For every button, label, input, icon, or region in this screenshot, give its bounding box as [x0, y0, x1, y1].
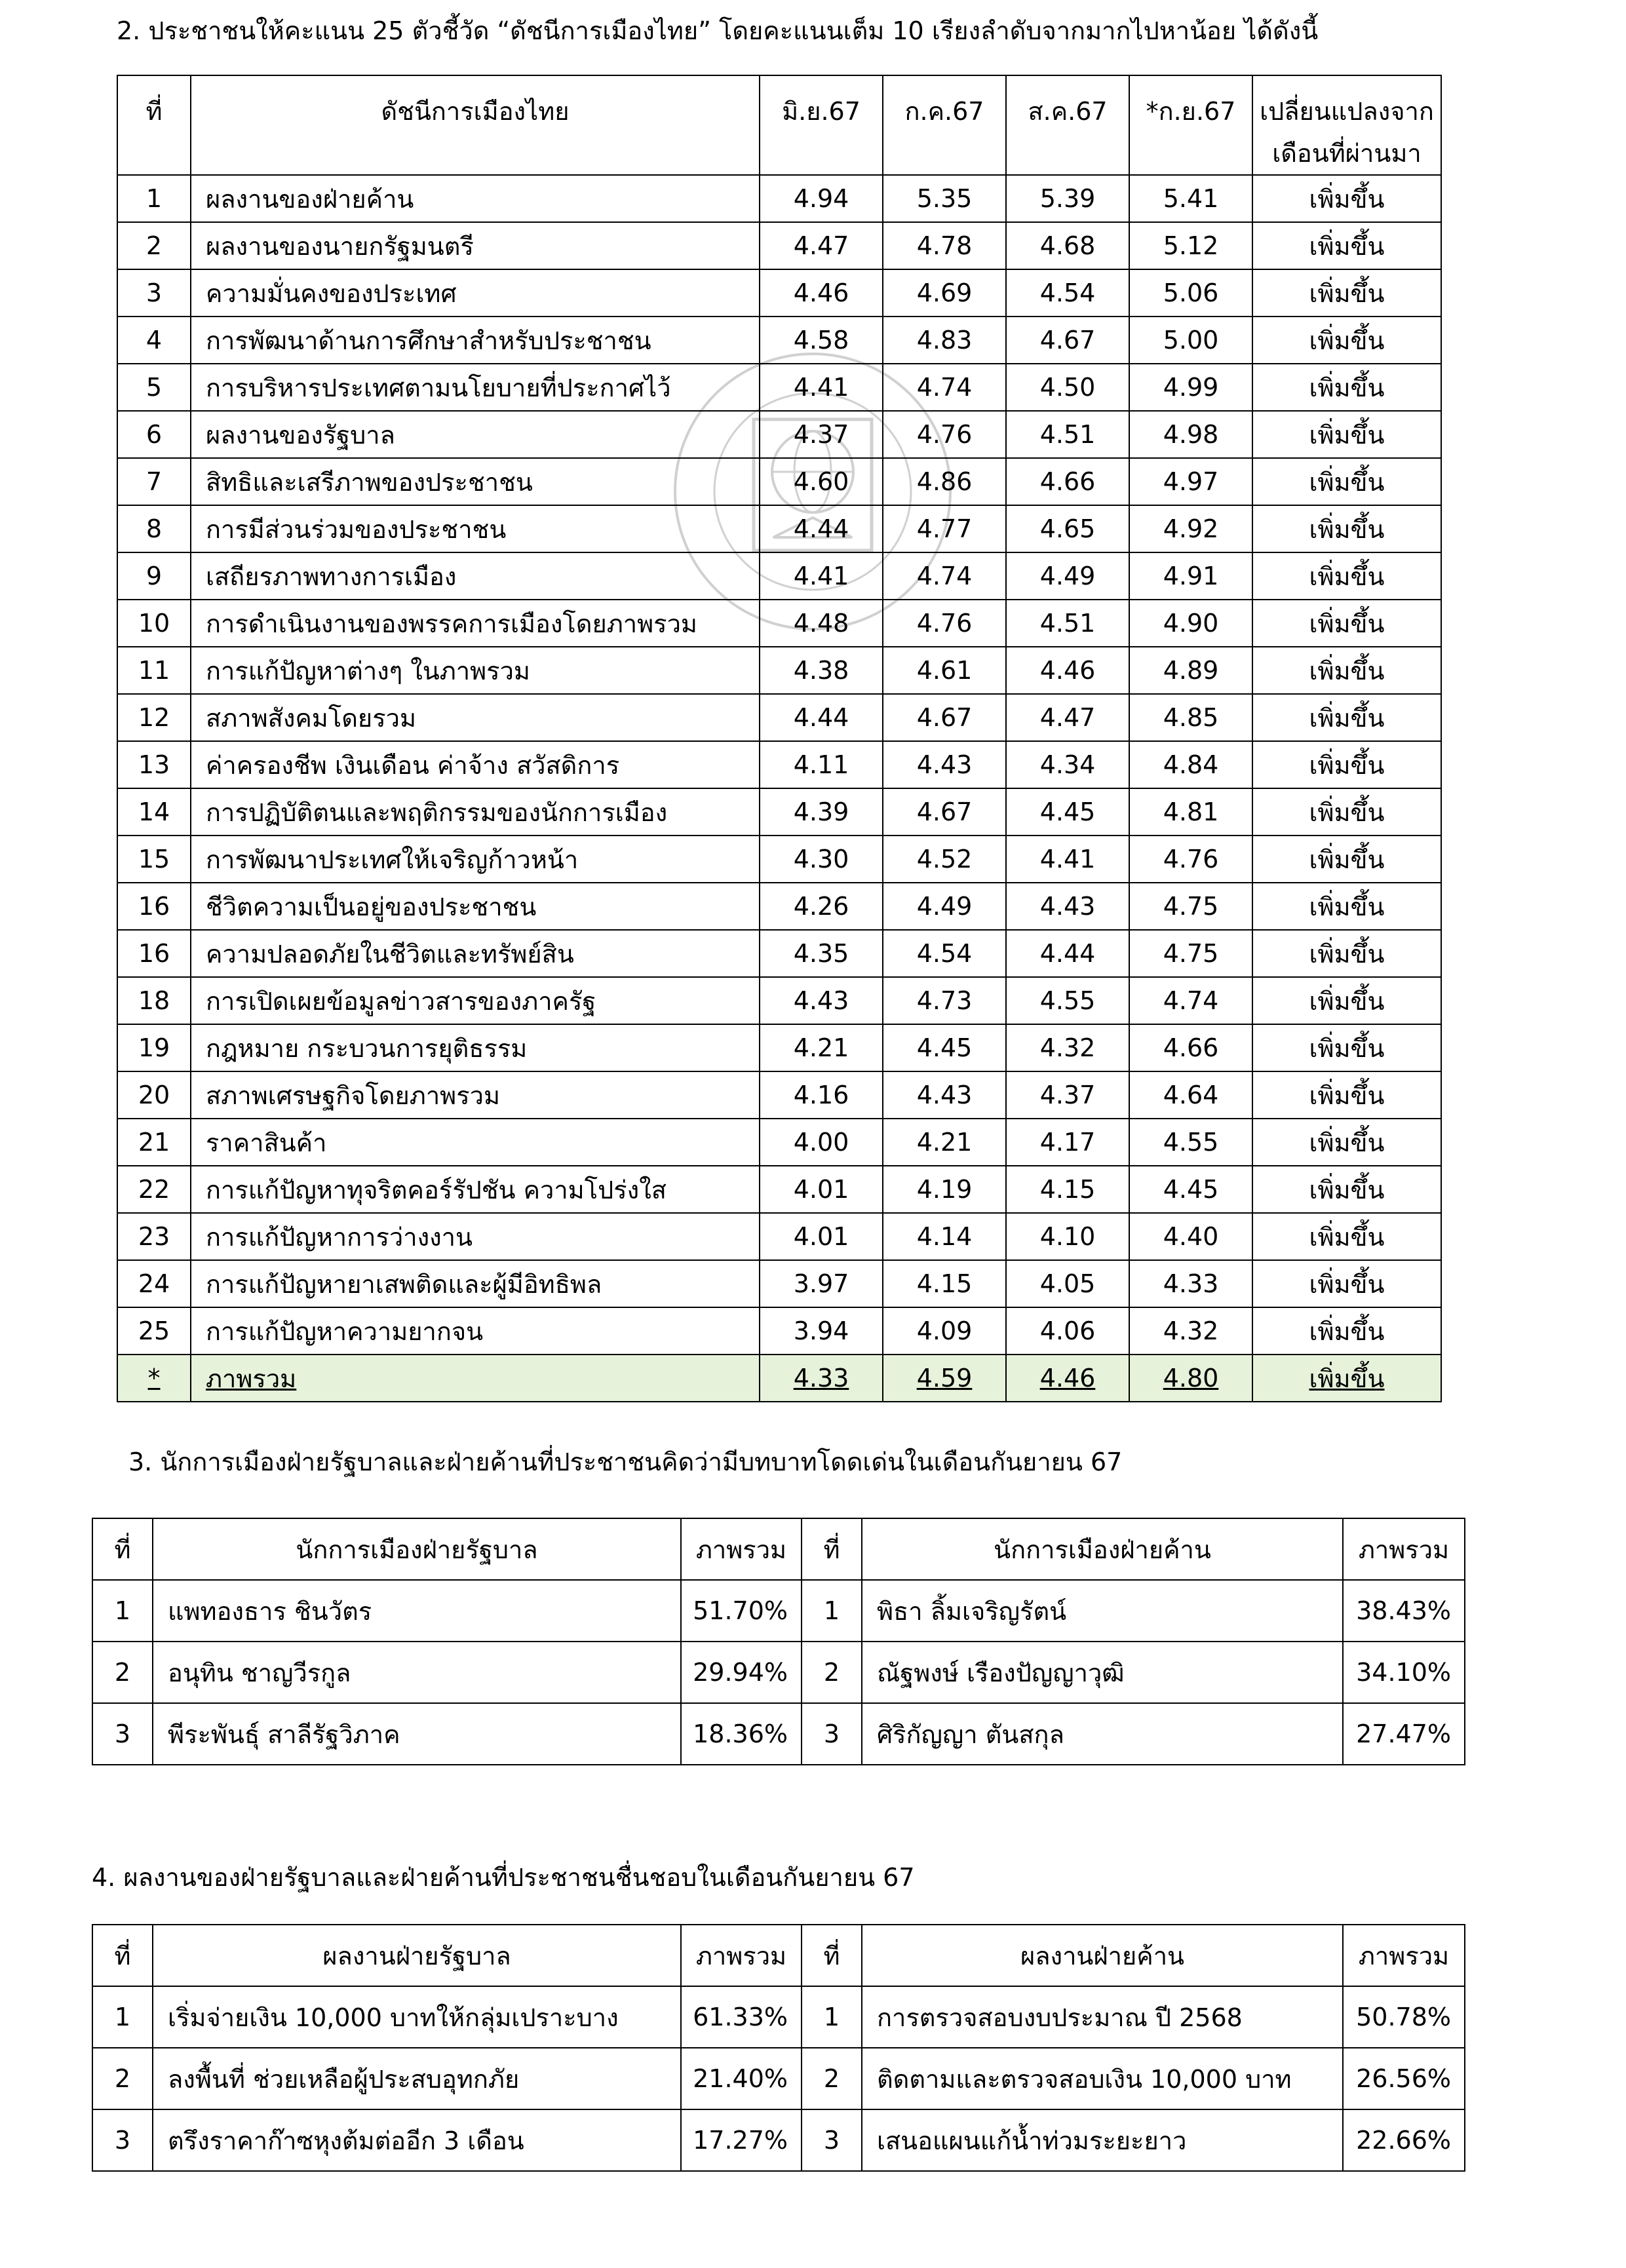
row-number: 13 — [117, 741, 191, 788]
opp-item: เสนอแผนแก้น้ำท่วมระยะยาว — [862, 2109, 1343, 2171]
table-row — [92, 2048, 1465, 2109]
index-name: ความปลอดภัยในชีวิตและทรัพย์สิน — [191, 930, 760, 977]
opp-rank: 1 — [802, 1580, 862, 1642]
index-name: การแก้ปัญหายาเสพติดและผู้มีอิทธิพล — [191, 1260, 760, 1307]
score-jul: 4.19 — [883, 1166, 1006, 1213]
row-number: 11 — [117, 647, 191, 694]
score-sep: 4.55 — [1129, 1119, 1252, 1166]
score-jun: 4.58 — [760, 317, 883, 364]
score-jun: 4.26 — [760, 883, 883, 930]
header-no: ที่ — [117, 75, 191, 175]
table-row — [117, 552, 1441, 600]
score-jul: 4.78 — [883, 222, 1006, 269]
score-jul: 4.73 — [883, 977, 1006, 1024]
change-status: เพิ่มขึ้น — [1252, 788, 1441, 836]
prominent-politicians-table — [92, 1518, 1465, 1765]
table-header-row — [117, 75, 1441, 175]
header-change — [1252, 75, 1441, 175]
score-jun: 4.48 — [760, 600, 883, 647]
table-row — [117, 930, 1441, 977]
index-name: การแก้ปัญหาทุจริตคอร์รัปชัน ความโปร่งใส — [191, 1166, 760, 1213]
index-name: สิทธิและเสรีภาพของประชาชน — [191, 458, 760, 505]
header-no: ที่ — [802, 1518, 862, 1580]
row-number: 22 — [117, 1166, 191, 1213]
index-name: สภาพเศรษฐกิจโดยภาพรวม — [191, 1071, 760, 1119]
score-jun: 4.60 — [760, 458, 883, 505]
row-number: 24 — [117, 1260, 191, 1307]
score-sep: 4.85 — [1129, 694, 1252, 741]
table-row — [117, 269, 1441, 317]
score-sep: 4.66 — [1129, 1024, 1252, 1071]
score-sep: 4.32 — [1129, 1307, 1252, 1355]
row-number: 6 — [117, 411, 191, 458]
header-overall: ภาพรวม — [1343, 1518, 1465, 1580]
row-number: 19 — [117, 1024, 191, 1071]
opp-percent: 50.78% — [1343, 1986, 1465, 2048]
score-sep: 4.99 — [1129, 364, 1252, 411]
score-sep: 4.45 — [1129, 1166, 1252, 1213]
gov-item: แพทองธาร ชินวัตร — [153, 1580, 681, 1642]
table-row — [117, 694, 1441, 741]
header-no: ที่ — [802, 1925, 862, 1986]
score-sep: 4.81 — [1129, 788, 1252, 836]
opp-percent: 34.10% — [1343, 1642, 1465, 1703]
opp-item: ศิริกัญญา ตันสกุล — [862, 1703, 1343, 1765]
change-status: เพิ่มขึ้น — [1252, 1260, 1441, 1307]
row-number: 2 — [117, 222, 191, 269]
opp-item: ติดตามและตรวจสอบเงิน 10,000 บาท — [862, 2048, 1343, 2109]
score-aug: 4.34 — [1006, 741, 1129, 788]
index-name: ชีวิตความเป็นอยู่ของประชาชน — [191, 883, 760, 930]
score-aug: 4.05 — [1006, 1260, 1129, 1307]
gov-item: ลงพื้นที่ ช่วยเหลือผู้ประสบอุทกภัย — [153, 2048, 681, 2109]
change-status: เพิ่มขึ้น — [1252, 836, 1441, 883]
table-header-row — [92, 1518, 1465, 1580]
score-sep: 4.97 — [1129, 458, 1252, 505]
change-status: เพิ่มขึ้น — [1252, 364, 1441, 411]
row-number: 4 — [117, 317, 191, 364]
index-name: ผลงานของรัฐบาล — [191, 411, 760, 458]
score-sep: 4.89 — [1129, 647, 1252, 694]
table-row — [92, 1986, 1465, 2048]
score-sep: 4.40 — [1129, 1213, 1252, 1260]
table-row — [92, 1703, 1465, 1765]
row-number: 10 — [117, 600, 191, 647]
table-row — [92, 2109, 1465, 2171]
index-name: การดำเนินงานของพรรคการเมืองโดยภาพรวม — [191, 600, 760, 647]
header-overall: ภาพรวม — [681, 1518, 802, 1580]
score-jul: 4.14 — [883, 1213, 1006, 1260]
score-aug: 4.43 — [1006, 883, 1129, 930]
gov-item: เริ่มจ่ายเงิน 10,000 บาทให้กลุ่มเปราะบาง — [153, 1986, 681, 2048]
change-status: เพิ่มขึ้น — [1252, 175, 1441, 222]
score-jul: 4.45 — [883, 1024, 1006, 1071]
row-number: 12 — [117, 694, 191, 741]
row-number: 20 — [117, 1071, 191, 1119]
opp-item: ณัฐพงษ์ เรืองปัญญาวุฒิ — [862, 1642, 1343, 1703]
score-aug: 4.68 — [1006, 222, 1129, 269]
score-aug: 4.49 — [1006, 552, 1129, 600]
score-jun: 3.94 — [760, 1307, 883, 1355]
table-row — [117, 977, 1441, 1024]
score-jul: 4.54 — [883, 930, 1006, 977]
index-name: ผลงานของฝ่ายค้าน — [191, 175, 760, 222]
header-gov-performance: ผลงานฝ่ายรัฐบาล — [153, 1925, 681, 1986]
index-name: การปฏิบัติตนและพฤติกรรมของนักการเมือง — [191, 788, 760, 836]
score-sep: 5.06 — [1129, 269, 1252, 317]
score-aug: 4.45 — [1006, 788, 1129, 836]
change-status: เพิ่มขึ้น — [1252, 647, 1441, 694]
score-sep: 4.75 — [1129, 930, 1252, 977]
score-jul: 4.83 — [883, 317, 1006, 364]
change-status: เพิ่มขึ้น — [1252, 741, 1441, 788]
political-index-body — [117, 175, 1441, 1402]
section-4-heading: 4. ผลงานของฝ่ายรัฐบาลและฝ่ายค้านที่ประชาชนชื่นชอบในเดือนกันยายน 67 — [92, 1863, 915, 1892]
score-sep: 4.92 — [1129, 505, 1252, 552]
total-change: เพิ่มขึ้น — [1252, 1355, 1441, 1402]
gov-percent: 21.40% — [681, 2048, 802, 2109]
opp-rank: 2 — [802, 1642, 862, 1703]
opp-item: พิธา ลิ้มเจริญรัตน์ — [862, 1580, 1343, 1642]
change-status: เพิ่มขึ้น — [1252, 458, 1441, 505]
change-status: เพิ่มขึ้น — [1252, 505, 1441, 552]
index-name: ความมั่นคงของประเทศ — [191, 269, 760, 317]
score-jun: 4.47 — [760, 222, 883, 269]
score-jun: 4.16 — [760, 1071, 883, 1119]
index-name: กฎหมาย กระบวนการยุติธรรม — [191, 1024, 760, 1071]
score-jul: 5.35 — [883, 175, 1006, 222]
header-gov-politician: นักการเมืองฝ่ายรัฐบาล — [153, 1518, 681, 1580]
index-name: ราคาสินค้า — [191, 1119, 760, 1166]
table-row — [117, 1260, 1441, 1307]
score-jul: 4.15 — [883, 1260, 1006, 1307]
gov-percent: 61.33% — [681, 1986, 802, 2048]
score-jun: 4.11 — [760, 741, 883, 788]
row-number: 14 — [117, 788, 191, 836]
change-status: เพิ่มขึ้น — [1252, 1213, 1441, 1260]
row-number: 3 — [117, 269, 191, 317]
score-aug: 4.46 — [1006, 647, 1129, 694]
score-aug: 4.54 — [1006, 269, 1129, 317]
opp-percent: 27.47% — [1343, 1703, 1465, 1765]
score-aug: 4.51 — [1006, 411, 1129, 458]
score-sep: 4.74 — [1129, 977, 1252, 1024]
total-label: ภาพรวม — [191, 1355, 760, 1402]
index-name: การแก้ปัญหาต่างๆ ในภาพรวม — [191, 647, 760, 694]
table-row — [117, 364, 1441, 411]
change-status: เพิ่มขึ้น — [1252, 600, 1441, 647]
index-name: สภาพสังคมโดยรวม — [191, 694, 760, 741]
score-jul: 4.74 — [883, 552, 1006, 600]
score-aug: 4.50 — [1006, 364, 1129, 411]
score-aug: 4.65 — [1006, 505, 1129, 552]
score-sep: 4.84 — [1129, 741, 1252, 788]
gov-percent: 17.27% — [681, 2109, 802, 2171]
header-index: ดัชนีการเมืองไทย — [191, 75, 760, 175]
table-header-row — [92, 1925, 1465, 1986]
score-aug: 4.55 — [1006, 977, 1129, 1024]
row-number: 1 — [117, 175, 191, 222]
row-number: 21 — [117, 1119, 191, 1166]
row-number: 8 — [117, 505, 191, 552]
score-jul: 4.77 — [883, 505, 1006, 552]
change-status: เพิ่มขึ้น — [1252, 930, 1441, 977]
index-name: การบริหารประเทศตามนโยบายที่ประกาศไว้ — [191, 364, 760, 411]
score-sep: 4.98 — [1129, 411, 1252, 458]
gov-item: พีระพันธุ์ สาลีรัฐวิภาค — [153, 1703, 681, 1765]
opp-rank: 3 — [802, 1703, 862, 1765]
change-status: เพิ่มขึ้น — [1252, 411, 1441, 458]
score-sep: 5.41 — [1129, 175, 1252, 222]
header-sep: *ก.ย.67 — [1129, 75, 1252, 175]
row-number: 16 — [117, 930, 191, 977]
score-jun: 4.46 — [760, 269, 883, 317]
row-number: 15 — [117, 836, 191, 883]
score-aug: 4.44 — [1006, 930, 1129, 977]
gov-item: อนุทิน ชาญวีรกูล — [153, 1642, 681, 1703]
index-name: เสถียรภาพทางการเมือง — [191, 552, 760, 600]
change-status: เพิ่มขึ้น — [1252, 269, 1441, 317]
header-no: ที่ — [92, 1518, 153, 1580]
score-jul: 4.52 — [883, 836, 1006, 883]
total-aug: 4.46 — [1006, 1355, 1129, 1402]
section-2-heading: 2. ประชาชนให้คะแนน 25 ตัวชี้วัด “ดัชนีการเมืองไทย” โดยคะแนนเต็ม 10 เรียงลำดับจากมากไปหาน้อย ได้ดังนี้ — [117, 16, 1319, 45]
score-jul: 4.09 — [883, 1307, 1006, 1355]
favored-performance-body — [92, 1986, 1465, 2171]
score-jun: 4.37 — [760, 411, 883, 458]
score-aug: 4.51 — [1006, 600, 1129, 647]
row-number: 7 — [117, 458, 191, 505]
index-name: ค่าครองชีพ เงินเดือน ค่าจ้าง สวัสดิการ — [191, 741, 760, 788]
row-number: 16 — [117, 883, 191, 930]
score-sep: 4.91 — [1129, 552, 1252, 600]
opp-item: การตรวจสอบงบประมาณ ปี 2568 — [862, 1986, 1343, 2048]
total-row — [117, 1355, 1441, 1402]
table-row — [117, 647, 1441, 694]
score-aug: 4.17 — [1006, 1119, 1129, 1166]
opp-percent: 26.56% — [1343, 2048, 1465, 2109]
opp-rank: 1 — [802, 1986, 862, 2048]
gov-rank: 1 — [92, 1580, 153, 1642]
change-status: เพิ่มขึ้น — [1252, 977, 1441, 1024]
change-status: เพิ่มขึ้น — [1252, 317, 1441, 364]
prominent-politicians-body — [92, 1580, 1465, 1765]
header-jul: ก.ค.67 — [883, 75, 1006, 175]
score-jun: 3.97 — [760, 1260, 883, 1307]
change-status: เพิ่มขึ้น — [1252, 222, 1441, 269]
gov-percent: 29.94% — [681, 1642, 802, 1703]
table-row — [117, 741, 1441, 788]
gov-rank: 2 — [92, 1642, 153, 1703]
score-aug: 4.06 — [1006, 1307, 1129, 1355]
score-sep: 4.64 — [1129, 1071, 1252, 1119]
score-jul: 4.43 — [883, 741, 1006, 788]
score-jun: 4.30 — [760, 836, 883, 883]
opp-rank: 2 — [802, 2048, 862, 2109]
table-row — [117, 883, 1441, 930]
score-jul: 4.86 — [883, 458, 1006, 505]
header-overall: ภาพรวม — [1343, 1925, 1465, 1986]
opp-rank: 3 — [802, 2109, 862, 2171]
change-status: เพิ่มขึ้น — [1252, 694, 1441, 741]
score-jun: 4.38 — [760, 647, 883, 694]
header-no: ที่ — [92, 1925, 153, 1986]
score-jun: 4.01 — [760, 1166, 883, 1213]
score-sep: 4.76 — [1129, 836, 1252, 883]
change-status: เพิ่มขึ้น — [1252, 552, 1441, 600]
header-change-line1: เปลี่ยนแปลงจาก — [1260, 97, 1434, 126]
section-3-heading: 3. นักการเมืองฝ่ายรัฐบาลและฝ่ายค้านที่ประชาชนคิดว่ามีบทบาทโดดเด่นในเดือนกันยายน 67 — [128, 1448, 1123, 1476]
index-name: การแก้ปัญหาการว่างงาน — [191, 1213, 760, 1260]
gov-rank: 2 — [92, 2048, 153, 2109]
gov-item: ตรึงราคาก๊าซหุงต้มต่ออีก 3 เดือน — [153, 2109, 681, 2171]
score-jun: 4.00 — [760, 1119, 883, 1166]
index-name: การแก้ปัญหาความยากจน — [191, 1307, 760, 1355]
table-row — [117, 222, 1441, 269]
table-row — [117, 175, 1441, 222]
table-row — [117, 411, 1441, 458]
score-aug: 4.10 — [1006, 1213, 1129, 1260]
gov-rank: 3 — [92, 2109, 153, 2171]
header-opp-politician: นักการเมืองฝ่ายค้าน — [862, 1518, 1343, 1580]
opp-percent: 22.66% — [1343, 2109, 1465, 2171]
gov-rank: 1 — [92, 1986, 153, 2048]
score-aug: 4.47 — [1006, 694, 1129, 741]
table-row — [92, 1580, 1465, 1642]
score-jul: 4.61 — [883, 647, 1006, 694]
table-row — [117, 1307, 1441, 1355]
score-aug: 4.37 — [1006, 1071, 1129, 1119]
score-jun: 4.39 — [760, 788, 883, 836]
gov-percent: 51.70% — [681, 1580, 802, 1642]
row-number: 9 — [117, 552, 191, 600]
score-sep: 4.90 — [1129, 600, 1252, 647]
table-row — [117, 1024, 1441, 1071]
score-jul: 4.67 — [883, 694, 1006, 741]
score-aug: 4.32 — [1006, 1024, 1129, 1071]
index-name: ผลงานของนายกรัฐมนตรี — [191, 222, 760, 269]
table-row — [117, 788, 1441, 836]
score-aug: 4.15 — [1006, 1166, 1129, 1213]
political-index-table — [117, 75, 1442, 1402]
header-change-line2: เดือนที่ผ่านมา — [1272, 139, 1422, 168]
header-opp-performance: ผลงานฝ่ายค้าน — [862, 1925, 1343, 1986]
index-name: การพัฒนาด้านการศึกษาสำหรับประชาชน — [191, 317, 760, 364]
total-sep: 4.80 — [1129, 1355, 1252, 1402]
score-jun: 4.44 — [760, 505, 883, 552]
score-jul: 4.74 — [883, 364, 1006, 411]
gov-rank: 3 — [92, 1703, 153, 1765]
score-jul: 4.67 — [883, 788, 1006, 836]
table-row — [117, 600, 1441, 647]
table-row — [117, 317, 1441, 364]
table-row — [92, 1642, 1465, 1703]
row-number: 5 — [117, 364, 191, 411]
total-marker: * — [117, 1355, 191, 1402]
score-jun: 4.41 — [760, 364, 883, 411]
score-jul: 4.69 — [883, 269, 1006, 317]
change-status: เพิ่มขึ้น — [1252, 1166, 1441, 1213]
score-aug: 4.67 — [1006, 317, 1129, 364]
table-row — [117, 458, 1441, 505]
score-aug: 4.41 — [1006, 836, 1129, 883]
change-status: เพิ่มขึ้น — [1252, 883, 1441, 930]
score-sep: 5.00 — [1129, 317, 1252, 364]
table-row — [117, 1166, 1441, 1213]
total-jul: 4.59 — [883, 1355, 1006, 1402]
score-jun: 4.43 — [760, 977, 883, 1024]
score-jul: 4.76 — [883, 600, 1006, 647]
header-aug: ส.ค.67 — [1006, 75, 1129, 175]
score-sep: 4.75 — [1129, 883, 1252, 930]
gov-percent: 18.36% — [681, 1703, 802, 1765]
row-number: 25 — [117, 1307, 191, 1355]
score-jun: 4.41 — [760, 552, 883, 600]
score-jun: 4.21 — [760, 1024, 883, 1071]
favored-performance-table — [92, 1924, 1465, 2172]
change-status: เพิ่มขึ้น — [1252, 1071, 1441, 1119]
score-sep: 5.12 — [1129, 222, 1252, 269]
table-row — [117, 1119, 1441, 1166]
opp-percent: 38.43% — [1343, 1580, 1465, 1642]
change-status: เพิ่มขึ้น — [1252, 1119, 1441, 1166]
table-row — [117, 1213, 1441, 1260]
table-row — [117, 1071, 1441, 1119]
index-name: การมีส่วนร่วมของประชาชน — [191, 505, 760, 552]
index-name: การเปิดเผยข้อมูลข่าวสารของภาครัฐ — [191, 977, 760, 1024]
change-status: เพิ่มขึ้น — [1252, 1024, 1441, 1071]
change-status: เพิ่มขึ้น — [1252, 1307, 1441, 1355]
score-aug: 5.39 — [1006, 175, 1129, 222]
row-number: 23 — [117, 1213, 191, 1260]
total-jun: 4.33 — [760, 1355, 883, 1402]
score-jul: 4.49 — [883, 883, 1006, 930]
score-jun: 4.44 — [760, 694, 883, 741]
score-jun: 4.35 — [760, 930, 883, 977]
header-jun: มิ.ย.67 — [760, 75, 883, 175]
score-jun: 4.01 — [760, 1213, 883, 1260]
score-jul: 4.21 — [883, 1119, 1006, 1166]
table-row — [117, 505, 1441, 552]
table-row — [117, 836, 1441, 883]
row-number: 18 — [117, 977, 191, 1024]
score-jul: 4.76 — [883, 411, 1006, 458]
score-jun: 4.94 — [760, 175, 883, 222]
score-jul: 4.43 — [883, 1071, 1006, 1119]
header-overall: ภาพรวม — [681, 1925, 802, 1986]
index-name: การพัฒนาประเทศให้เจริญก้าวหน้า — [191, 836, 760, 883]
score-sep: 4.33 — [1129, 1260, 1252, 1307]
score-aug: 4.66 — [1006, 458, 1129, 505]
